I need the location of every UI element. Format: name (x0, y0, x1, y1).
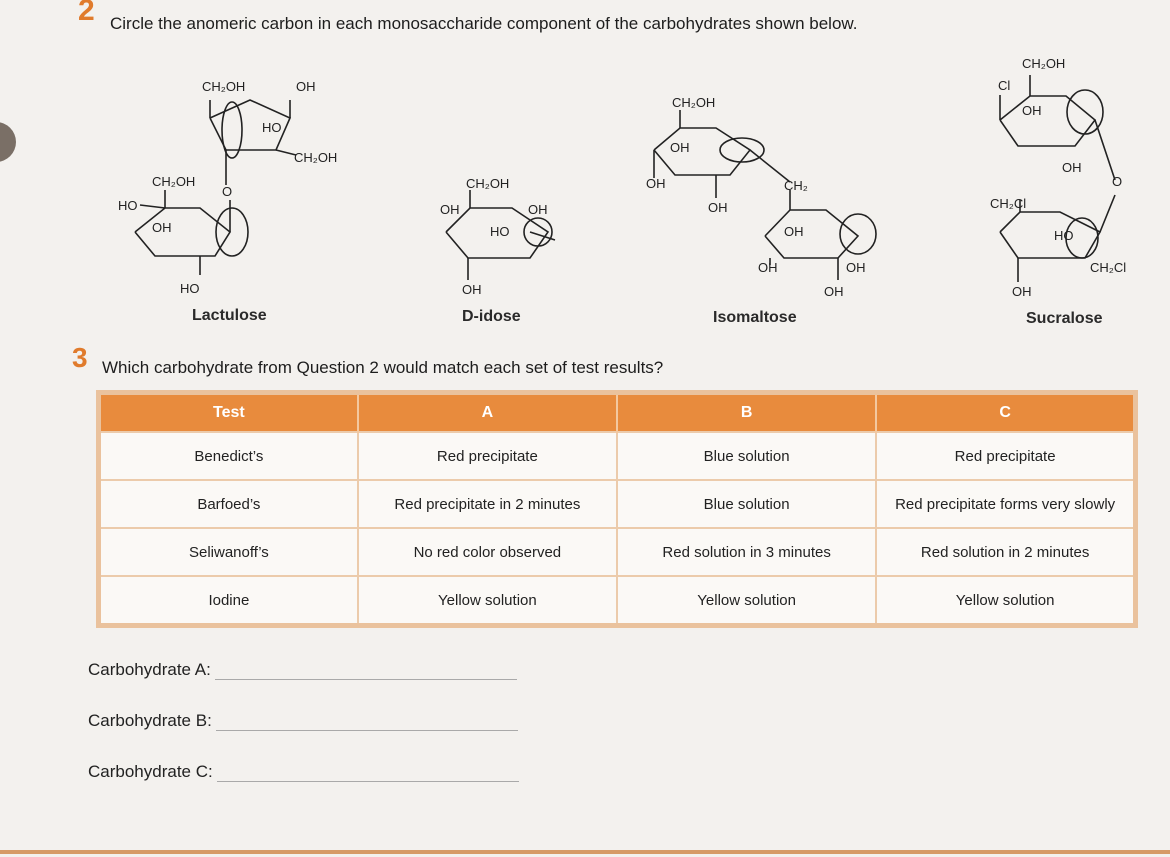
table-cell: Red solution in 2 minutes (876, 528, 1135, 576)
group-label: OH (846, 260, 866, 275)
group-label: HO (262, 120, 282, 135)
header-test: Test (99, 393, 358, 433)
table-cell: Barfoed’s (99, 480, 358, 528)
table-cell: Red precipitate forms very slowly (876, 480, 1135, 528)
group-label: OH (1012, 284, 1032, 299)
group-label: HO (118, 198, 138, 213)
answer-c-blank[interactable] (217, 763, 519, 782)
answer-a-row (88, 660, 517, 680)
header-b: B (617, 393, 876, 433)
group-label: OH (528, 202, 548, 217)
test-results-table (96, 390, 1138, 628)
group-label: O (222, 184, 233, 199)
group-label: OH (1022, 103, 1042, 118)
table-cell: Iodine (99, 576, 358, 626)
group-label: HO (490, 224, 510, 239)
group-label: OH (784, 224, 804, 239)
group-label: CH₂ (784, 178, 808, 193)
table-cell: Yellow solution (617, 576, 876, 626)
molecule-name-isomaltose: Isomaltose (713, 309, 797, 326)
group-label: CH₂OH (1022, 56, 1066, 71)
answer-b-row (88, 711, 518, 731)
question-3-number: 3 (72, 342, 88, 373)
answer-b-label: Carbohydrate B: (88, 711, 212, 730)
group-label: CH₂Cl (990, 196, 1027, 211)
molecule-name-d-idose: D-idose (462, 308, 521, 325)
group-label: OH (462, 282, 482, 297)
group-label: OH (152, 220, 172, 235)
header-c: C (876, 393, 1135, 433)
table-cell: Seliwanoff’s (99, 528, 358, 576)
table-cell: Yellow solution (876, 576, 1135, 626)
group-label: OH (670, 140, 690, 155)
question-2-number: 2 (78, 0, 95, 27)
answer-c-label: Carbohydrate C: (88, 762, 213, 781)
question-2-text: Circle the anomeric carbon in each monosaccharide component of the carbohydrates shown below. (110, 14, 858, 33)
table-row (99, 480, 1136, 528)
group-label: OH (296, 79, 316, 94)
group-label: OH (824, 284, 844, 299)
group-label: O (1112, 174, 1123, 189)
table-row (99, 576, 1136, 626)
group-label: OH (440, 202, 460, 217)
group-label: CH₂OH (152, 174, 196, 189)
page-bottom-rule (0, 850, 1170, 854)
question-3-text: Which carbohydrate from Question 2 would match each set of test results? (102, 358, 664, 377)
group-label: OH (758, 260, 778, 275)
molecule-name-lactulose: Lactulose (192, 307, 267, 324)
table-cell: Red solution in 3 minutes (617, 528, 876, 576)
group-label: CH₂Cl (1090, 260, 1127, 275)
group-label: OH (1062, 160, 1082, 175)
group-label: HO (180, 281, 200, 296)
header-a: A (358, 393, 617, 433)
table-cell: Blue solution (617, 480, 876, 528)
answer-c-row (88, 762, 519, 782)
table-cell: No red color observed (358, 528, 617, 576)
lactulose-fructose-ring (210, 100, 296, 185)
molecule-name-sucralose: Sucralose (1026, 310, 1103, 327)
answer-b-blank[interactable] (216, 712, 518, 731)
group-label: CH₂OH (202, 79, 246, 94)
group-label: CH₂OH (466, 176, 510, 191)
group-label: HO (1054, 228, 1074, 243)
table-cell: Blue solution (617, 432, 876, 480)
group-label: OH (646, 176, 666, 191)
answer-a-blank[interactable] (215, 661, 517, 680)
answer-a-label: Carbohydrate A: (88, 660, 211, 679)
group-label: CH₂OH (294, 150, 338, 165)
table-cell: Yellow solution (358, 576, 617, 626)
table-header-row (99, 393, 1136, 433)
sucralose-top-ring (1000, 75, 1115, 180)
table-row (99, 528, 1136, 576)
table-row (99, 432, 1136, 480)
group-label: CH₂OH (672, 95, 716, 110)
table-cell: Red precipitate (876, 432, 1135, 480)
group-label: OH (708, 200, 728, 215)
table-cell: Red precipitate (358, 432, 617, 480)
table-cell: Red precipitate in 2 minutes (358, 480, 617, 528)
table-cell: Benedict’s (99, 432, 358, 480)
group-label: Cl (998, 78, 1011, 93)
molecule-structures (0, 0, 1170, 340)
